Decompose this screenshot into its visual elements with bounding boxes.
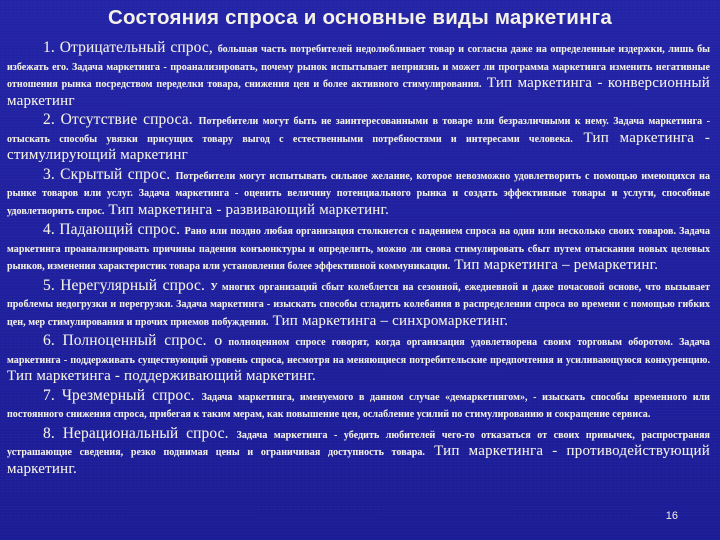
demand-state-heading: 4. Падающий спрос. — [43, 221, 181, 238]
marketing-type: Тип маркетинга - конверсионный маркетинг — [7, 75, 711, 109]
demand-state-description: Рано или поздно любая организация столкнется с падением спроса на один или несколько своих товаров. Задача маркетинга проанализировать причины падения конъюнктуры и определить, можно ли снова стимулировать сбыт путем отыскания новых целевых рынков, изменения характеристик товара или установления более эффективной коммуникации. — [7, 226, 711, 272]
demand-state-heading: 7. Чрезмерный спрос. — [43, 386, 195, 404]
list-item — [7, 333, 710, 385]
demand-state-description: Задача маркетинга - убедить любителей чего-то отказаться от своих привычек, распространяя устрашающие сведения, резко поднимая цены и ограничивая доступность товара. — [7, 429, 711, 458]
marketing-type: Тип маркетинга - поддерживающий маркетинг. — [7, 368, 316, 384]
demand-state-heading: 5. Нерегулярный спрос. — [43, 276, 206, 294]
list-item — [7, 40, 710, 109]
page-number: 16 — [665, 510, 678, 522]
slide-title: Состояния спроса и основные виды маркетинга — [107, 6, 613, 29]
demand-state-description: Потребители могут быть не заинтересованными в товаре или безразличными к нему. Задача маркетинга - отыскать способы увязки присущих товару выгод с естественными потребностями и интересами человека. — [7, 116, 710, 145]
marketing-type: Тип маркетинга - развивающий маркетинг. — [108, 201, 390, 218]
list-item — [7, 112, 710, 164]
demand-state-heading: 2. Отсутствие спроса. — [43, 111, 193, 128]
demand-state-description: У многих организаций сбыт колеблется на сезонной, ежедневной и даже почасовой основе, что вызывает проблемы недогрузки и перегрузки. Задача маркетинга - изыскать способы сгладить колебания в распределении спроса во времени с помощью гибких цен, мер стимулирования и прочих приемов побуждения. — [7, 281, 711, 328]
list-item — [7, 167, 710, 220]
list-item — [7, 426, 710, 478]
demand-state-heading: 8. Нерациональный спрос. — [43, 424, 229, 442]
marketing-type: Тип маркетинга - противодействующий маркетинг. — [7, 443, 711, 477]
demand-state-description: Потребители могут испытывать сильное желание, которое невозможно удовлетворить с помощью имеющихся на рынке товаров или услуг. Задача маркетинга - оценить величину потенциального рынка и создать эффективные товары и услуги, способные удовлетворить спрос. — [7, 170, 711, 217]
demand-state-heading: 6. Полноценный спрос. — [43, 332, 207, 349]
marketing-type: Тип маркетинга - стимулирующий маркетинг — [7, 129, 711, 163]
marketing-type: Тип маркетинга – синхромаркетинг. — [272, 312, 509, 329]
list-item — [7, 388, 710, 423]
demand-state-heading: 1. Отрицательный спрос, — [43, 39, 213, 56]
marketing-type: Тип маркетинга – ремаркетинг. — [454, 257, 659, 273]
demand-state-description: Задача маркетинга, именуемого в данном случае «демаркетингом», - изыскать способы временного или постоянного снижения спроса, прибегая к таким мерам, как повышение цен, ослабление усилий по стимулированию и сокращение сервиса. — [7, 391, 710, 420]
slide-content — [7, 40, 710, 480]
list-item — [7, 278, 710, 331]
list-item — [7, 222, 710, 275]
demand-state-description: О полноценном спросе говорят, когда организация удовлетворена своим торговым оборотом. Задача маркетинга - поддерживать существующий уровень спроса, несмотря на меняющиеся потребительские предпочтения и усиливающуюся конкуренцию. — [7, 337, 710, 366]
demand-state-description: большая часть потребителей недолюбливает товар и согласна даже на определенные издержки, лишь бы избежать его. Задача маркетинга - проанализировать, почему рынок испытывает неприязнь и может ли программа маркетинга изменить негативные отношения рынка посредством переделки товара, снижения цен и более активного стимулирования. — [7, 44, 711, 90]
demand-state-heading: 3. Скрытый спрос. — [43, 165, 171, 183]
